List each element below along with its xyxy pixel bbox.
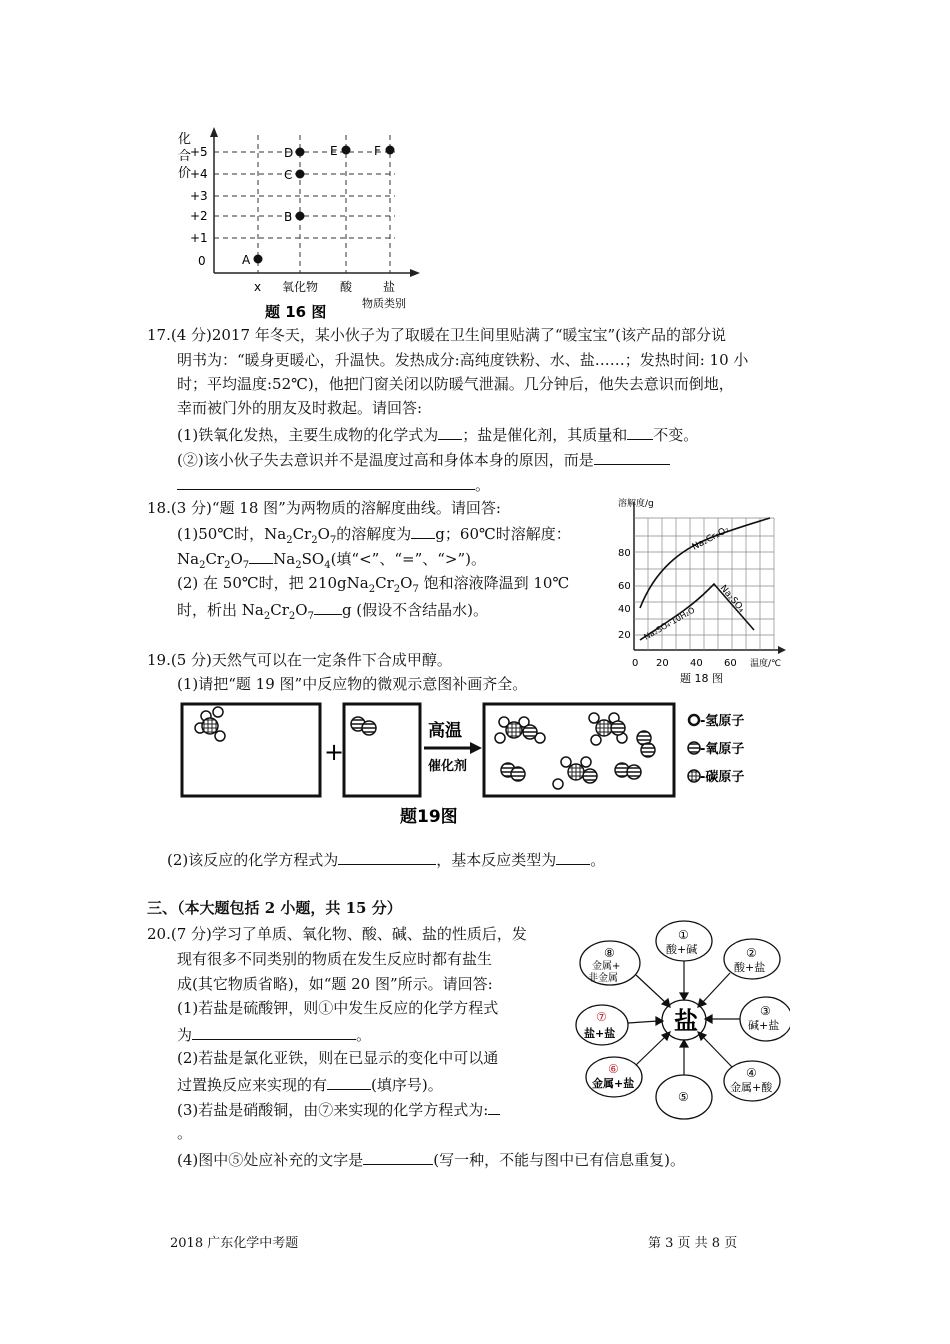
fig16-label-b: B (284, 210, 293, 224)
fig18-ylabel: 溶解度/g (618, 499, 654, 509)
q20-text: 过置换反应来实现的有 (177, 1076, 328, 1094)
fig18-ytick: 80 (618, 548, 631, 559)
q19-blank-1[interactable] (338, 848, 436, 865)
q17-line-3: 时；平均温度:52℃)，他把门窗关闭以防暖气泄漏。几分钟后，他失去意识而倒地， (177, 375, 734, 393)
q20-line-5 (177, 1023, 371, 1045)
q18-text: (1)50℃时，Na (177, 525, 287, 543)
fig20-center: 盐 (674, 1007, 698, 1035)
fig16-point-f (386, 146, 395, 155)
q18-blank-2[interactable] (249, 547, 273, 564)
fig16-point-a (254, 255, 263, 264)
fig16-ylabel-1: 化 (178, 132, 192, 147)
q17-blank-2[interactable] (627, 423, 653, 440)
q19-text: ，基本反应类型为 (436, 851, 557, 869)
q19-text: 。 (590, 851, 606, 869)
q20-blank-4[interactable] (363, 1148, 433, 1165)
fig16-ytick: +4 (190, 167, 208, 181)
fig20-t3: 碱+盐 (748, 1019, 780, 1032)
fig20-n6: ⑥ (608, 1062, 619, 1076)
q20-line-7 (177, 1073, 443, 1095)
q17-line-4: 幸而被门外的朋友及时救起。请回答: (177, 399, 423, 417)
q20-line-4: (1)若盐是硫酸钾，则①中发生反应的化学方程式 (177, 999, 499, 1017)
q17-text: 。 (475, 476, 491, 494)
fig18-caption: 题 18 图 (680, 672, 723, 685)
q17-text: (②)该小伙子失去意识并不是温度过高和身体本身的原因，而是 (177, 451, 594, 469)
fig18-ytick: 20 (618, 630, 631, 641)
oxygen-molecule (351, 717, 376, 735)
figure-19 (178, 698, 778, 828)
fig16-xtick: 酸 (340, 280, 353, 294)
q20-blank-2[interactable] (327, 1073, 371, 1090)
fig20-t4: 金属+酸 (730, 1081, 773, 1094)
fig19-caption: 题19图 (400, 807, 458, 827)
fig18-ytick: 60 (618, 581, 631, 592)
q18-text: O (317, 525, 330, 543)
fig16-ytick: 0 (198, 254, 206, 268)
fig16-caption: 题 16 图 (265, 303, 327, 321)
q18-line-4: (2) 在 50℃时，把 $210gNa_2Cr_2O_7$ 饱和溶液降温到 10℃ (177, 574, 570, 595)
q19-text: (2)该反应的化学方程式为 (167, 851, 339, 869)
legend-carbon-icon (688, 770, 700, 782)
q18-text: g (假设不含结晶水)。 (341, 601, 489, 619)
legend-hydrogen: -氢原子 (700, 714, 745, 729)
q19-line-1: 19.(5 分)天然气可以在一定条件下合成甲醇。 (147, 651, 452, 669)
q18-text: g；60℃时溶解度： (435, 525, 571, 543)
q17-text: ；盐是催化剂，其质量和 (462, 426, 628, 444)
fig20-n7: ⑦ (596, 1010, 607, 1024)
figure-20 (570, 915, 790, 1125)
fig20-t6: 金属+盐 (592, 1077, 635, 1090)
figure-19-diagram (178, 698, 778, 828)
fig20-t8a: 金属+ (592, 961, 621, 972)
fig20-n2: ② (746, 946, 757, 960)
q17-line-2: 明书为：“暖身更暖心，升温快。发热成分:高纯度铁粉、水、盐……；发热时间: 10 小 (177, 351, 749, 369)
q20-text: 为 (177, 1026, 193, 1044)
q20-line-9: 。 (177, 1124, 193, 1142)
q18-blank-1[interactable] (411, 522, 435, 539)
figure-18 (610, 490, 800, 690)
fig16-point-e (342, 146, 351, 155)
condition-top: 高温 (428, 721, 462, 741)
fig16-label-c: C (284, 168, 293, 182)
q20-text: (4)图中⑤处应补充的文字是 (177, 1151, 364, 1169)
q18-text: (2) 在 50℃时，把 210gNa (177, 574, 369, 592)
fig16-ytick: +1 (190, 231, 208, 245)
fig20-n3: ③ (760, 1004, 771, 1018)
fig20-n4: ④ (746, 1066, 757, 1080)
fig18-ytick: 40 (618, 604, 631, 615)
fig16-ytick: +5 (190, 145, 208, 159)
q18-text: Cr (292, 525, 312, 543)
figure-20-diagram (570, 915, 790, 1125)
q20-text: 。 (356, 1026, 372, 1044)
q20-line-10 (177, 1148, 685, 1170)
fig18-xtick: 60 (724, 658, 737, 669)
section-3-heading: 三、（本大题包括 2 小题，共 15 分） (147, 899, 402, 917)
oxygen-molecule-right (637, 731, 655, 757)
fig16-ytick: +3 (190, 189, 208, 203)
methane-molecule (195, 707, 225, 741)
fig16-xtick: 盐 (383, 280, 396, 294)
q20-blank-3[interactable] (488, 1098, 500, 1115)
q17-text: 不变。 (653, 426, 699, 444)
legend-carbon: -碳原子 (700, 770, 745, 785)
q18-line-2: (1)50℃时，$Na_2Cr_2O_7$的溶解度为 g；60℃时溶解度： (177, 522, 571, 551)
q20-line-6: (2)若盐是氯化亚铁，则在已显示的变化中可以通 (177, 1049, 499, 1067)
fig16-ylabel-2: 合 (178, 149, 192, 164)
fig18-curve1-label: Na₂Cr₂O₇ (690, 524, 731, 553)
fig20-t8b: 非金属 (588, 973, 618, 984)
q17-line-6 (177, 448, 670, 470)
q18-text: 的溶解度为 (336, 525, 412, 543)
q17-text: (1)铁氧化发热，主要生成物的化学式为 (177, 426, 439, 444)
fig16-label-a: A (242, 253, 251, 267)
fig18-curve2-label: Na₂SO₄ (717, 583, 747, 615)
q20-blank-1[interactable] (192, 1023, 356, 1040)
fig16-label-f: F (374, 144, 381, 158)
q17-blank-4[interactable] (177, 473, 475, 490)
q18-line-3: $Na_2Cr_2O_7$ $Na_2SO_4$(填“<”、“=”、“>”)。 (177, 547, 486, 576)
fig16-ytick: +2 (190, 209, 208, 223)
q20-line-1: 20.(7 分)学习了单质、氧化物、酸、碱、盐的性质后，发 (147, 925, 527, 943)
q17-line-1: 17.(4 分)2017 年冬天，某小伙子为了取暖在卫生间里贴满了“暖宝宝”(该产品的部分说 (147, 326, 727, 344)
fig16-point-b (296, 212, 305, 221)
figure-16-chart (170, 125, 430, 325)
q18-text: 时，析出 Na (177, 601, 264, 619)
figure-16 (170, 125, 430, 325)
fig18-curve3-label: Na₂SO₄·10H₂O (642, 605, 697, 642)
fig18-xtick: 20 (656, 658, 669, 669)
fig20-t7: 盐+盐 (584, 1027, 616, 1040)
q18-line-5: 时，析出 $Na_2Cr_2O_7$ g (假设不含结晶水)。 (177, 598, 488, 627)
q18-text: (填“<”、“=”、“>”)。 (330, 550, 486, 568)
q17-blank-3[interactable] (594, 448, 670, 465)
q19-line-2: (1)请把“题 19 图”中反应物的微观示意图补画齐全。 (177, 675, 528, 693)
oxygen-molecule-left (501, 763, 525, 781)
q18-blank-3[interactable] (314, 598, 342, 615)
footer-left: 2018 广东化学中考题 (170, 1236, 299, 1251)
q20-line-8 (177, 1098, 500, 1120)
q20-text: (填序号)。 (371, 1076, 443, 1094)
fig16-ylabel-3: 价 (178, 166, 192, 181)
legend-oxygen: -氧原子 (700, 742, 745, 757)
legend-oxygen-icon (688, 742, 700, 754)
q17-blank-1[interactable] (438, 423, 462, 440)
q17-line-5 (177, 423, 698, 445)
fig16-label-d: D (284, 146, 294, 160)
oxygen-molecule-lower (615, 763, 641, 779)
q20-text: (写一种，不能与图中已有信息重复)。 (433, 1151, 685, 1169)
q19-blank-2[interactable] (556, 848, 590, 865)
fig18-xtick: 0 (632, 658, 639, 669)
plus-sign: + (324, 738, 345, 766)
fig16-point-c (296, 170, 305, 179)
methanol-molecule-1 (495, 717, 545, 743)
methanol-molecule-2 (589, 713, 627, 745)
fig16-label-e: E (330, 144, 338, 158)
fig18-xtick: 40 (690, 658, 703, 669)
fig20-t1: 酸+碱 (666, 943, 698, 956)
fig16-xtick: x (254, 280, 262, 294)
fig16-point-d (296, 148, 305, 157)
legend-hydrogen-icon (689, 715, 699, 725)
q20-line-2: 现有很多不同类别的物质在发生反应时都有盐生 (177, 950, 493, 968)
methanol-molecule-3 (553, 757, 597, 789)
q20-text: (3)若盐是硝酸铜，由⑦来实现的化学方程式为: (177, 1101, 489, 1119)
fig18-curve-dichromate (640, 518, 770, 608)
fig20-n8: ⑧ (604, 946, 615, 960)
fig20-t2: 酸+盐 (734, 961, 766, 974)
condition-bottom: 催化剂 (428, 759, 468, 774)
fig20-n1: ① (678, 928, 689, 942)
q17-line-7 (177, 473, 490, 495)
fig16-xtick: 氧化物 (282, 280, 319, 294)
q19-line-3 (167, 848, 605, 870)
fig16-xlabel: 物质类别 (362, 297, 406, 310)
footer-right: 第 3 页 共 8 页 (648, 1236, 738, 1251)
q20-line-3: 成(其它物质省略)，如“题 20 图”所示。请回答: (177, 975, 493, 993)
figure-18-chart (610, 490, 800, 690)
q18-line-1: 18.(3 分)“题 18 图”为两物质的溶解度曲线。请回答: (147, 499, 501, 517)
q18-text: 饱和溶液降温到 10℃ (423, 574, 570, 592)
fig20-n5: ⑤ (678, 1090, 689, 1104)
fig18-xlabel: 温度/℃ (750, 659, 782, 669)
